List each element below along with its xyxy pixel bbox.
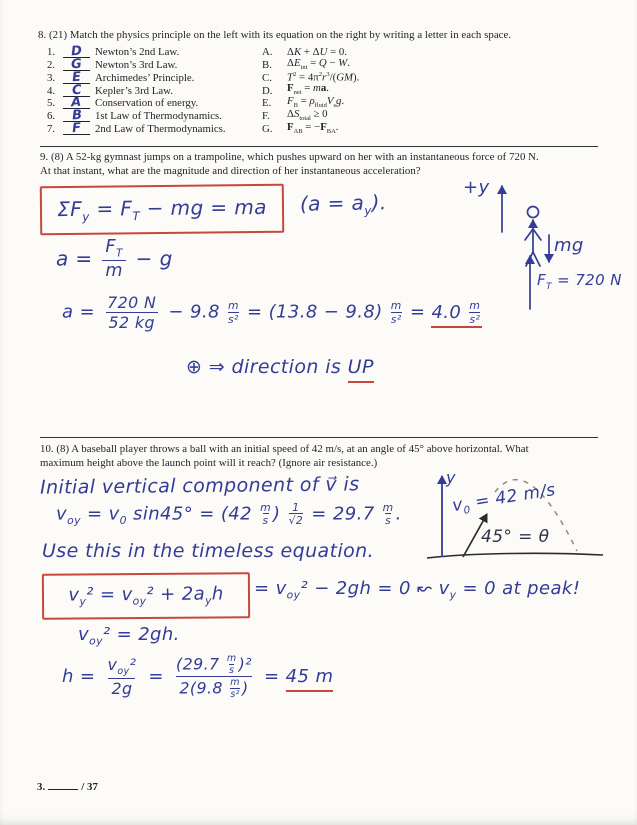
handwritten-answer: G [70,56,83,73]
equation-letter: D. [262,84,273,97]
equation-letter: F. [262,110,270,123]
q8-equations [262,45,359,135]
item-number: 2. [47,58,56,71]
equation-formula: $F_{net}$ = ma. [287,82,329,97]
timeless-equation: $v_y^2 = v_{oy}^2 + 2a_yh$ [68,583,224,609]
item-number: 5. [47,97,56,110]
handwritten-answer: E [71,69,82,85]
fbd-axis-label: +y [463,177,490,198]
section-divider [40,437,598,438]
score-line [37,778,98,793]
q9-text-line2: At that instant, what are the magnitude and direction of her instantaneous acceleration? [40,165,421,177]
q10-text-line1: 10. (8) A baseball player throws a ball with an initial speed of 42 m/s, at an angle of 45° above horizontal. What [40,443,529,455]
stick-figure-arm [533,229,541,240]
score-denominator: / 37 [81,781,98,793]
item-number: 3. [47,71,56,84]
principle-label: Conservation of energy. [95,97,199,110]
q10-component-calculation: $v_{oy} = v_0$ sin45° = (42 $\frac{m}{s}$ ) $\frac{1}{√2}$ = 29.7 $\frac{m}{s}$ . [56,501,402,528]
handwritten-answer: B [71,108,83,124]
equation-formula: $F_B = \rho_{fluid}V_sg$. [287,95,345,110]
principle-label: Newton’s 2nd Law. [95,45,180,58]
q9-accel-calculation: a = $\frac{720 N}{52 kg}$ − 9.8 $\frac{m}{\text{s²}}$ = (13.8 − 9.8) $\frac{m}{\text{s²}}$ = 4.0 $\frac{m}{\text{s²}}$ [62,293,481,332]
equation-formula: $F_{AB} = -F_{BA}$. [287,121,339,136]
handwritten-answer: D [70,43,83,60]
diagram-y-label: y [446,468,456,487]
item-number: 4. [47,84,56,97]
q10-boxed-continuation: = $v_{oy}^2 - 2gh = 0$ ↜ $v_y = 0$ at peak! [254,578,581,602]
q8-header: 8. (21) Match the physics principle on the left with its equation on the right by writing a letter in each space. [38,29,512,41]
diagram-v0-label: $v_0 = 42$ m/s [450,479,557,517]
item-number: 1. [47,45,56,58]
handwritten-answer: F [71,120,82,137]
section-divider [40,146,598,147]
ground-line [427,553,603,558]
q10-text-line2: maximum height above the launch point will it reach? (Ignore air resistance.) [40,457,378,469]
handwritten-answer: A [71,95,83,111]
handwritten-answer: C [71,82,82,98]
principle-label: Archimedes’ Principle. [95,71,195,84]
principle-label: Newton’s 3rd Law. [95,58,178,71]
item-number: 6. [47,110,56,123]
equation-formula: $\Delta S_{total} \ge 0$ [287,108,328,123]
q8-items [47,45,226,135]
q8-equation-row [262,122,359,135]
q9-accel-definition: a = $\frac{F_T}{m}$ − g [56,237,173,282]
q8-item-row [47,122,226,135]
fbd-force-label: $F_T = 720$ N [537,271,622,292]
principle-label: 2nd Law of Thermodynamics. [95,123,226,136]
q10-use-line: Use this in the timeless equation. [42,540,375,562]
q8-item-row [47,45,226,58]
q8-answer-blank-3[interactable] [63,71,90,84]
equation-letter: B. [262,58,272,71]
q9-boxed-equation [40,184,284,236]
score-blank[interactable] [48,778,78,790]
principle-label: 1st Law of Thermodynamics. [95,110,222,123]
q8-answer-blank-7[interactable] [63,122,90,135]
stick-figure-arm [525,229,533,240]
equation-letter: G. [262,123,273,136]
item-number: 7. [47,123,56,136]
q9-text-line1: 9. (8) A 52-kg gymnast jumps on a trampoline, which pushes upward on her with an instantaneous force of 720 N. [40,151,539,163]
principle-label: Kepler’s 3rd Law. [95,84,173,97]
diagram-angle-label: 45° = θ [481,527,550,547]
stick-figure-leg [533,252,540,266]
equation-formula: $T^2 = 4\pi^2r^3/(GM)$. [287,71,360,84]
fbd-weight-label: mg [554,235,584,256]
q8-item-row [47,71,226,84]
newton-2nd-law-applied: $\Sigma F_y = F_T$ − mg = ma [57,194,267,224]
stick-figure-head [528,207,539,218]
equation-letter: A. [262,45,273,58]
score-problem-number: 3. [37,781,46,793]
equation-letter: C. [262,71,272,84]
q10-boxed-equation [42,572,250,619]
q8-item-row [47,58,226,71]
q10-voy-equation: $v_{oy}^2 = 2gh$. [78,624,180,648]
equation-formula: ΔK + ΔU = 0. [287,45,347,58]
equation-letter: E. [262,97,272,110]
q9-direction-conclusion: ⊕ ⇒ direction is UP [186,356,374,378]
q8-answer-blank-2[interactable] [63,58,90,71]
q10-height-calculation: h = $v_{oy}^2$ 2g = (29.7 $\frac{m}{s}$ )² 2(9.8 $\frac{m}{\text{s²}}$ ) = 45 m [62,653,334,700]
q8-equation-row [262,58,359,71]
q9-aside: $(a = a_y)$. [299,190,387,218]
q10-intro-line: Initial vertical component of v⃗ is [39,473,360,499]
equation-formula: $\Delta E_{int} = Q - W$. [287,56,350,71]
